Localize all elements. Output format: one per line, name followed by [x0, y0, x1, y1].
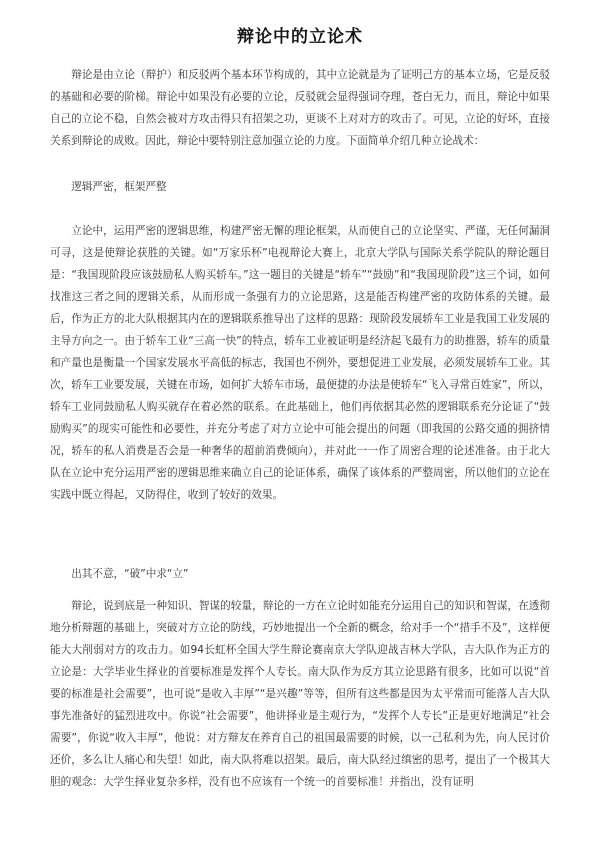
logic-section-paragraph: 立论中，运用严密的逻辑思维，构建严密无懈的理论框架，从而使自己的立论坚实、严谨，无任何漏洞可寻，这是使辩论获胜的关键。如“万家乐杯”电视辩论大赛上，北京大学队与国际关系学院队的辩论题目是：“我国现阶段应该鼓励私人购买轿车。”这一题目的关键是“轿车”“鼓励”和“我国现阶段”这三个词，如何找准这三者之间的逻辑关系，从而形成一条强有力的立论思路，这是能否构建严密的攻防体系的关键。最后，作为正方的北大队根据其内在的逻辑联系推导出了这样的思路：现阶段发展轿车工业是我国工业发展的主导方向之一。由于轿车工业“三高一快”的特点，轿车工业被证明是经济起飞最有力的助推器，轿车的质量和产量也是衡量一个国家发展水平高低的标志，我国也不例外，要想促进工业发展，必须发展轿车工业。其次，轿车工业要发展，关键在市场，如何扩大轿车市场，最便捷的办法是使轿车“飞入寻常百姓家”，所以，轿车工业同鼓励私人购买就存在着必然的联系。在此基础上，他们再依据其必然的逻辑联系充分论证了“鼓励购买”的现实可能性和必要性，并充分考虑了对方立论中可能会提出的问题（即我国的公路交通的拥挤情况，轿车的私人消费是否会是一种奢华的超前消费倾向），并对此一一作了周密合理的论述准备。由于北大队在立论中充分运用严密的逻辑思维来确立自己的论证体系，确保了该体系的严整周密，所以他们的立论在实践中既立得起，又防得住，收到了较好的效果。: [50, 225, 550, 501]
document-title: 辩论中的立论术: [237, 27, 363, 47]
surprise-section-paragraph: 辩论，说到底是一种知识、智谋的较量，辩论的一方在立论时如能充分运用自己的知识和智谋，在透彻地分析辩题的基础上，突破对方立论的防线，巧妙地提出一个全新的概念，给对手一个“措手不及”，这样便能大大削弱对方的攻击力。如94长虹杯全国大学生辩论赛南京大学队迎战吉林大学队，吉大队作为正方的立论是：大学毕业生择业的首要标准是发挥个人专长。南大队作为反方其立论思路有很多，比如可以说“首要的标准是社会需要”，也可说“是收入丰厚”“是兴趣”等等，但所有这些都是因为太平常而可能落人吉大队事先准备好的猛烈进攻中。你说“社会需要”，他讲择业是主观行为，“发挥个人专长”正是更好地满足“社会需要”，你说“收入丰厚”，他说：对方辩友在养育自己的祖国最需要的时候，以一己私利为先，向人民讨价还价，多么让人痛心和失望！如此，南大队将难以招架。最后，南大队经过缜密的思考，提出了一个极其大胆的观念：大学生择业复杂多样，没有也不应该有一个统一的首要标准！并指出，没有证明: [50, 600, 550, 788]
intro-paragraph: 辩论是由立论（辩护）和反驳两个基本环节构成的，其中立论就是为了证明己方的基本立场，它是反驳的基础和必要的阶梯。辩论中如果没有必要的立论，反驳就会显得强词夺理，苍白无力，而且，辩论中如果自己的立论不稳，自然会被对方攻击得只有招架之功，更谈不上对对方的攻击了。可见，立论的好坏，直接关系到辩论的成败。因此，辩论中要特别注意加强立论的力度。下面简单介绍几种立论战术：: [50, 69, 550, 147]
section-heading-surprise: 出其不意，“破”中求“立”: [71, 568, 189, 580]
section-heading-logic: 逻辑严密，框架严整: [71, 181, 167, 193]
